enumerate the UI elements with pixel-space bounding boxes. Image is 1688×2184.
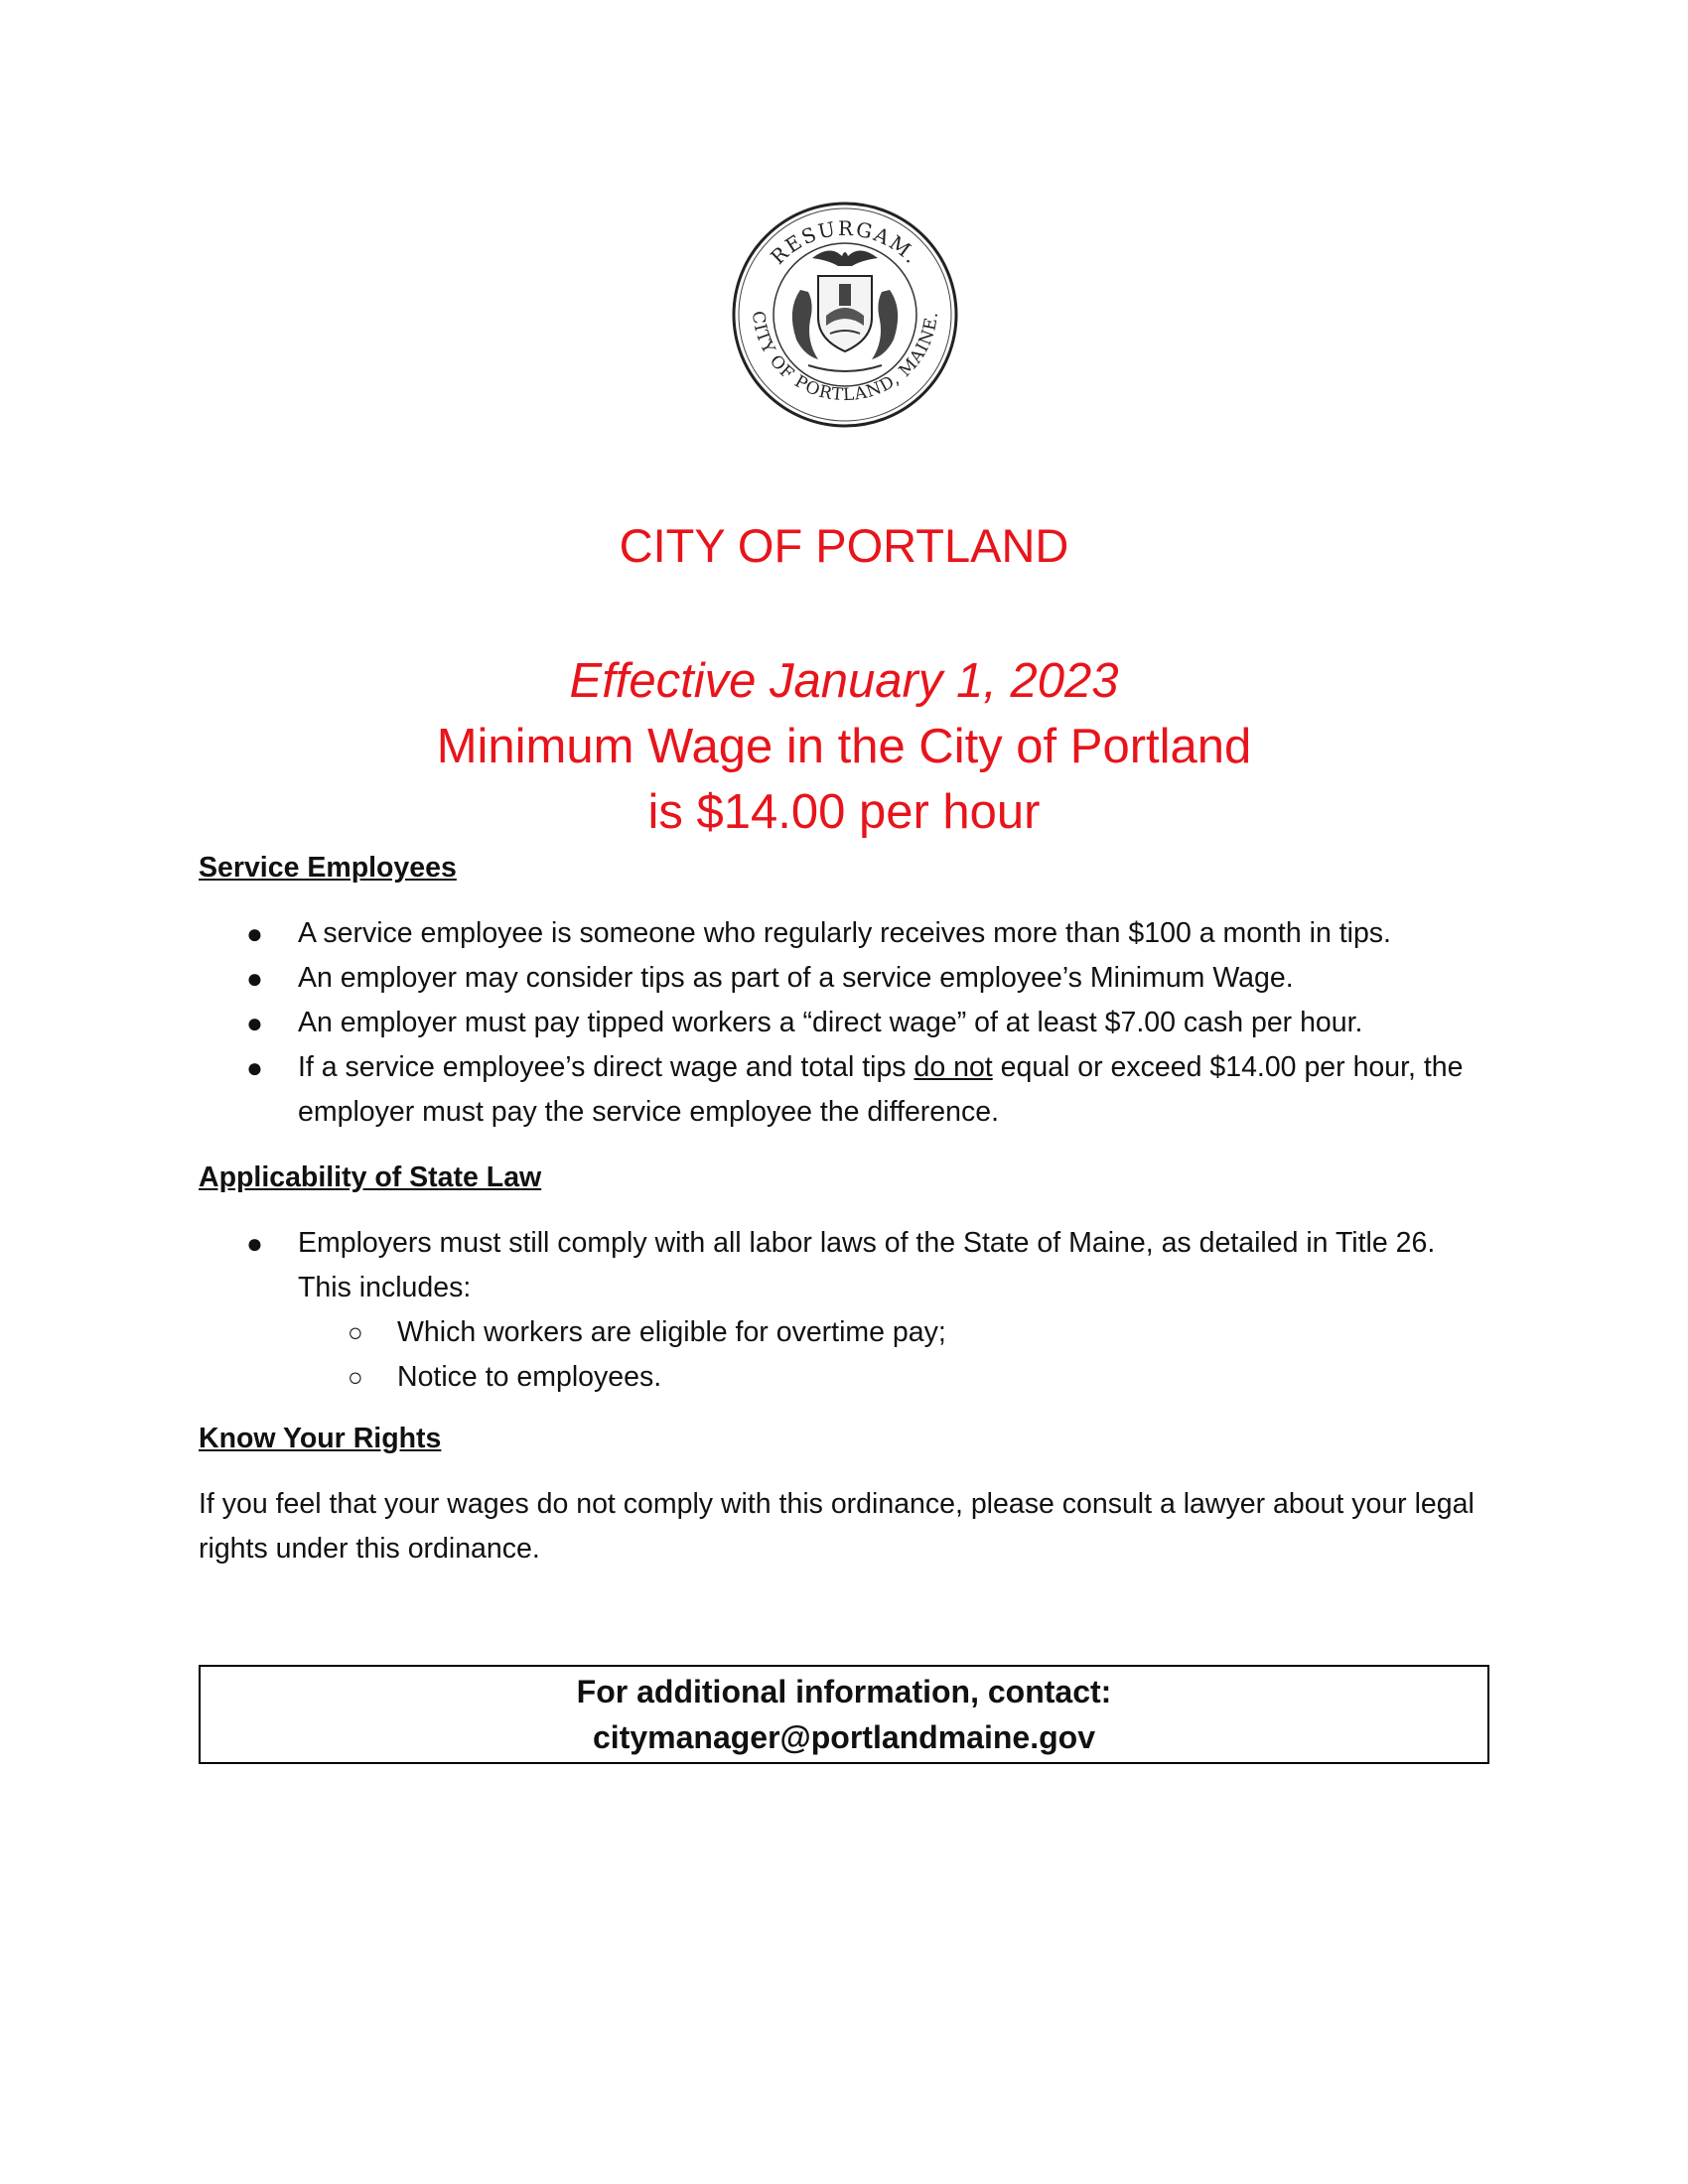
svg-text:RESURGAM.: RESURGAM. xyxy=(766,215,925,270)
section-heading-service: Service Employees xyxy=(199,852,457,884)
list-item: ● A service employee is someone who regularly receives more than $100 a month in tips. xyxy=(199,911,1489,956)
service-bullet-list xyxy=(199,911,1489,1135)
underlined-do-not: do not xyxy=(914,1051,993,1083)
section-heading-rights: Know Your Rights xyxy=(199,1423,442,1454)
service-employees-section xyxy=(199,846,1489,1135)
minimum-wage-line: Minimum Wage in the City of Portland xyxy=(436,720,1252,773)
bullet-icon: ● xyxy=(246,1228,263,1259)
list-item: ● An employer may consider tips as part of a service employee’s Minimum Wage. xyxy=(199,956,1489,1001)
contact-box xyxy=(199,1665,1489,1764)
state-law-section xyxy=(199,1156,1489,1400)
list-item: ● If a service employee’s direct wage and total tips do not equal or exceed $14.00 per hour, the employer must pay the service employee the difference. xyxy=(199,1045,1489,1135)
bullet-icon: ● xyxy=(246,963,263,994)
effective-date: Effective January 1, 2023 xyxy=(569,654,1119,708)
rights-text: If you feel that your wages do not comply with this ordinance, please consult a lawyer about your legal rights under this ordinance. xyxy=(199,1488,1475,1565)
state-bullet-list xyxy=(199,1221,1489,1400)
list-item: ● An employer must pay tipped workers a “direct wage” of at least $7.00 cash per hour. xyxy=(199,1001,1489,1045)
know-your-rights-section xyxy=(199,1417,1489,1571)
bullet-icon: ● xyxy=(246,918,263,949)
city-title: CITY OF PORTLAND xyxy=(619,519,1069,572)
bullet-icon: ● xyxy=(246,1052,263,1083)
contact-email[interactable]: citymanager@portlandmaine.gov xyxy=(593,1719,1095,1755)
city-seal-logo xyxy=(731,201,959,429)
svg-text:CITY OF PORTLAND, MAINE.: CITY OF PORTLAND, MAINE. xyxy=(747,310,942,406)
list-item: ● Employers must still comply with all labor laws of the State of Maine, as detailed in Title 26. This includes: xyxy=(199,1221,1489,1310)
bullet-icon: ● xyxy=(246,1008,263,1038)
circle-bullet-icon: ○ xyxy=(348,1362,363,1392)
sub-list-item: ○ Which workers are eligible for overtime pay; xyxy=(199,1310,1489,1355)
wage-rate-line: is $14.00 per hour xyxy=(647,785,1041,839)
section-heading-state-law: Applicability of State Law xyxy=(199,1161,542,1193)
contact-label: For additional information, contact: xyxy=(576,1674,1112,1709)
sub-list-item: ○ Notice to employees. xyxy=(199,1355,1489,1400)
circle-bullet-icon: ○ xyxy=(348,1317,363,1347)
